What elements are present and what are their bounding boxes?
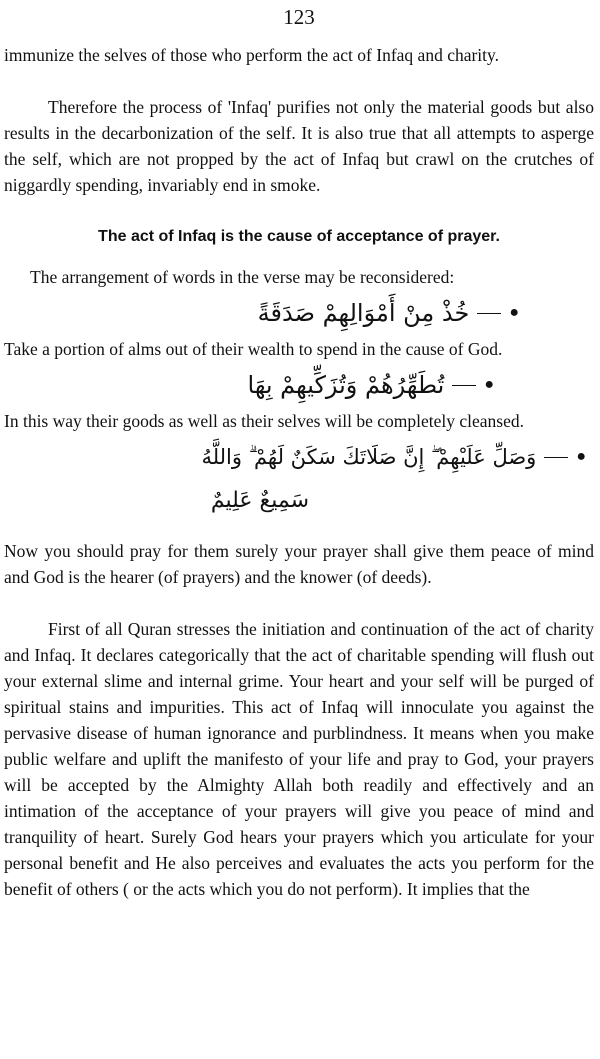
verse-dash bbox=[544, 457, 568, 458]
paragraph-5: In this way their goods as well as their selves will be completely cleansed. bbox=[4, 411, 525, 431]
document-page bbox=[0, 2, 600, 1059]
page-number: 123 bbox=[283, 5, 315, 29]
verse-dash bbox=[452, 385, 476, 386]
bullet-icon: ● bbox=[484, 376, 494, 393]
paragraph-6: Now you should pray for them surely your prayer shall give them peace of mind and God is the hearer (of prayers) and the knower (of deeds). bbox=[4, 541, 594, 587]
bullet-icon: ● bbox=[509, 304, 519, 321]
verse-1 bbox=[4, 290, 594, 336]
section-heading: The act of Infaq is the cause of acceptance of prayer. bbox=[98, 228, 500, 245]
verse-3-continuation: سَمِيعٌ عَلِيمٌ bbox=[210, 488, 309, 513]
paragraph-1: immunize the selves of those who perform the act of Infaq and charity. bbox=[4, 45, 500, 65]
paragraph-3: The arrangement of words in the verse may be reconsidered: bbox=[30, 267, 455, 287]
paragraph-2: Therefore the process of 'Infaq' purifies not only the material goods but also results in the decarbonization of the self. It is also true that all attempts to asperge the self, which are not propped by the act of Infaq but crawl on the crutches of niggardly spending, invariably end in smoke. bbox=[4, 97, 594, 195]
bullet-icon: ● bbox=[576, 448, 586, 465]
verse-2 bbox=[4, 362, 594, 408]
verse-1-text: خُذْ مِنْ أَمْوَالِهِمْ صَدَقَةً bbox=[257, 299, 470, 327]
verse-3-text: وَصَلِّ عَلَيْهِمْ ۖ إِنَّ صَلَاتَكَ سَكَنٌ لَهُمْ ۗ وَاللَّهُ bbox=[201, 444, 537, 469]
verse-dash bbox=[477, 313, 501, 314]
verse-3 bbox=[4, 434, 594, 480]
paragraph-4: Take a portion of alms out of their wealth to spend in the cause of God. bbox=[4, 339, 503, 359]
paragraph-7: First of all Quran stresses the initiation and continuation of the act of charity and Infaq. It declares categorically that the act of charitable spending will flush out your external slime and internal grime. Your heart and your self will be purged of spiritual stains and impurities. This act of Infaq will innoculate you against the pervasive disease of human ignorance and purblindness. It means when you make public welfare and uplift the manifesto of your life and pray to God, your prayers will be accepted by the Almighty Allah both readily and effectively and an intimation of the acceptance of your prayers will give you peace of mind and tranquility of heart. Surely God hears your prayers which you articulate for your personal benefit and He also perceives and evaluates the acts you perform for the benefit of others ( or the acts which you do not perform). It implies that the bbox=[4, 619, 594, 899]
verse-2-text: تُطَهِّرُهُمْ وَتُزَكِّيهِمْ بِهَا bbox=[247, 371, 445, 399]
